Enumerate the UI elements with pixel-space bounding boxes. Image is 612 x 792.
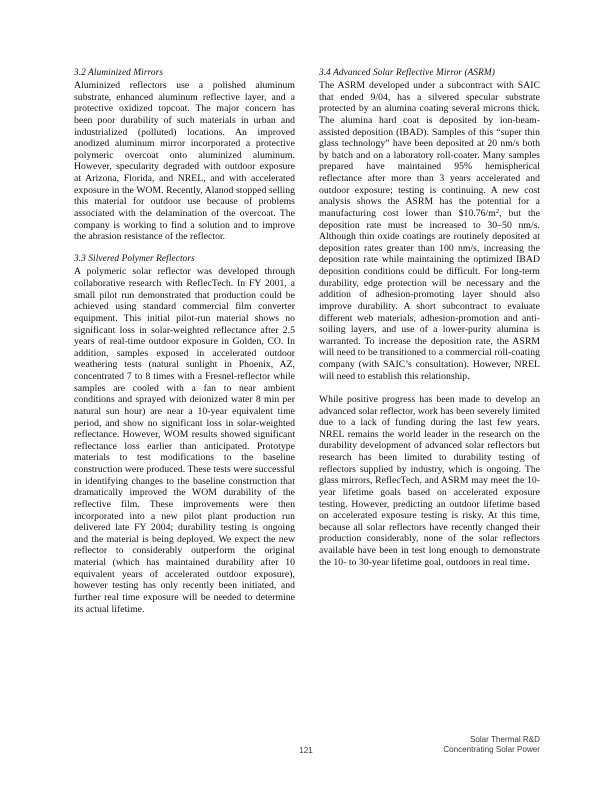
page-footer <box>0 733 612 763</box>
page-number: 121 <box>299 745 313 755</box>
footer-line-concentrating-solar-power: Concentrating Solar Power <box>443 745 540 755</box>
section-3-4-paragraph-part1: The ASRM developed under a subcontract with SAIC that ended 9/04, has a silvered specular substrate protected by an alumina coating several microns thick. The alumina hard coat is deposited by ion-beam-assisted deposition (IBAD). Samples of this “super thin glass technology” have been deposited at 20 nm/s both by batch and on a laboratory roll-coater. Many samples prepared have maintained 95% hemispherical reflectance after more than 3 years accelerated and outdoor exposure; testing is continuing. A new cost analysis shows the ASRM has the potential for a manufacturing cost lower than $10.76/m <box>319 80 540 219</box>
closing-paragraph: While positive progress has been made to develop an advanced solar reflector, work has been severely limited due to a lack of funding during the last few years. NREL remains the world leader in the research on the durability development of advanced solar reflectors but research has been limited to durability testing of reflectors supplied by industry, which is ongoing. The glass mirrors, ReflecTech, and ASRM may meet the 10-year lifetime goals based on accelerated exposure testing. However, predicting an outdoor lifetime based on accelerated exposure testing is risky. At this time, because all solar reflectors have recently changed their production considerably, none of the solar reflectors available have been in test long enough to demonstrate the 10- to 30-year lifetime goal, outdoors in real time. <box>319 393 540 568</box>
section-heading-3-2: 3.2 Aluminized Mirrors <box>74 68 164 78</box>
section-3-4-paragraph <box>319 80 540 382</box>
left-column <box>74 68 295 615</box>
section-3-2-paragraph: Aluminized reflectors use a polished aluminum substrate, enhanced aluminum reflective layer, and a protective oxidized topcoat. The major concern has been poor durability of such materials in urban and industrialized (polluted) locations. An improved anodized aluminum mirror incorporated a protective polymeric overcoat onto aluminized aluminum. However, specularity degraded with outdoor exposure at Arizona, Florida, and NREL, and with accelerated exposure in the WOM. Recently, Alanod stopped selling this material for outdoor use because of problems associated with the delamination of the overcoat. The company is working to find a solution and to improve the abrasion resistance of the reflector. <box>74 80 295 243</box>
footer-line-solar-thermal-rd: Solar Thermal R&D <box>469 734 540 744</box>
page-content-columns <box>74 68 540 615</box>
footer-program-label <box>443 735 540 756</box>
section-heading-3-3: 3.3 Silvered Polymer Reflectors <box>74 254 195 265</box>
square-meter-superscript: 2 <box>495 208 500 216</box>
section-3-4-paragraph-part2: , but the deposition rate must be increased to 30–50 nm/s. Although thin oxide coatings are routinely deposited at deposition rates greater than 100 nm/s, increasing the deposition rate while maintaining the optimized IBAD deposition conditions could be difficult. For long-term durability, edge protection will be necessary and the addition of adhesion-promoting layer should also improve durability. A short subcontract to evaluate different web materials, adhesion-promotion and anti-soiling layers, and use of a lower-purity alumina is warranted. To increase the deposition rate, the ASRM will need to be transitioned to a commercial roll-coating company (with SAIC’s consultation). However, NREL will need to establish this relationship. <box>319 207 540 382</box>
right-column <box>319 68 540 568</box>
section-3-3-paragraph: A polymeric solar reflector was developed through collaborative research with ReflecTech. In FY 2001, a small pilot run demonstrated that production could be achieved using standard commercial film converter equipment. This initial pilot-run material shows no significant loss in solar-weighted reflectance after 2.5 years of real-time outdoor exposure in Golden, CO. In addition, samples exposed in accelerated outdoor weathering tests (natural sunlight in Phoenix, AZ, concentrated 7 to 8 times with a Fresnel-reflector while samples are cooled with a fan to near ambient conditions and sprayed with deionized water 8 min per natural sun hour) are near a 10-year equivalent time period, and show no significant loss in solar-weighted reflectance. However, WOM results showed significant reflectance loss earlier than anticipated. Prototype materials to test modifications to the baseline construction were produced. These tests were successful in identifying changes to the baseline construction that dramatically improved the WOM durability of the reflective film. These improvements were then incorporated into a new pilot plant production run delivered late FY 2004; durability testing is ongoing and the material is being deployed. We expect the new reflector to considerably outperform the original material (which has maintained durability after 10 equivalent years of accelerated outdoor exposure), however testing has only recently been initiated, and further real time exposure will be needed to determine its actual lifetime. <box>74 266 295 615</box>
section-heading-3-4: 3.4 Advanced Solar Reflective Mirror (ASRM) <box>319 68 495 78</box>
